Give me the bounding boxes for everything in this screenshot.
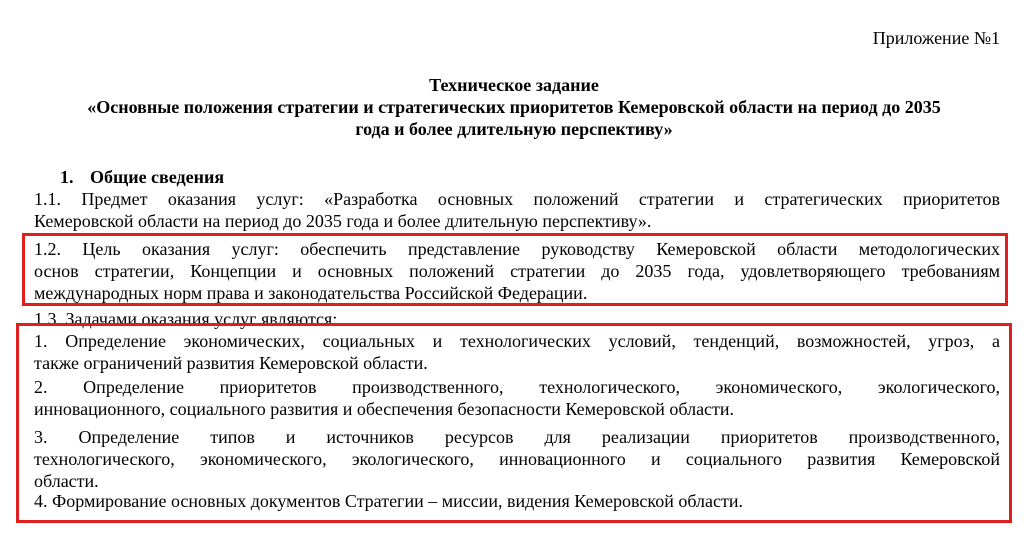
highlight-box-goal: [22, 233, 1008, 306]
section-number: 1.: [60, 167, 74, 187]
paragraph-line: 3. Определение типов и источников ресурсов для реализации приоритетов производственного,: [34, 427, 1000, 447]
title-line-3: года и более длительную перспективу»: [355, 119, 673, 139]
paragraph-line: 1.1. Предмет оказания услуг: «Разработка основных положений стратегии и стратегических приоритетов: [34, 189, 1000, 209]
paragraph-line: области.: [34, 471, 99, 491]
paragraph-line: 1. Определение экономических, социальных и технологических условий, тенденций, возможностей, угроз, а: [34, 331, 1000, 351]
paragraph-line: Кемеровской области на период до 2035 года и более длительную перспективу».: [34, 211, 652, 231]
paragraph-line: 2. Определение приоритетов производственного, технологического, экономического, экологического,: [34, 377, 1000, 397]
paragraph-line: инновационного, социального развития и обеспечения безопасности Кемеровской области.: [34, 399, 735, 419]
paragraph-line: также ограничений развития Кемеровской области.: [34, 353, 428, 373]
highlight-box-tasks: [16, 323, 1012, 523]
section-title: Общие сведения: [90, 167, 225, 187]
paragraph-line: 1.2. Цель оказания услуг: обеспечить представление руководству Кемеровской области методологических: [34, 239, 1000, 259]
paragraph-line: 1.3. Задачами оказания услуг являются:: [34, 309, 338, 329]
document-title: [24, 74, 1004, 140]
appendix-label: Приложение №1: [872, 28, 1000, 48]
paragraph-line: основ стратегии, Концепции и основных положений стратегии до 2035 года, удовлетворяющего требованиям: [34, 261, 1000, 281]
paragraph-1-1: [34, 188, 1000, 232]
paragraph-line: 4. Формирование основных документов Стратегии – миссии, видения Кемеровской области.: [34, 491, 744, 511]
paragraph-line: международных норм права и законодательства Российской Федерации.: [34, 283, 588, 303]
section-heading: [60, 166, 224, 188]
title-line-2: «Основные положения стратегии и стратегических приоритетов Кемеровской области на период до 2035: [87, 97, 941, 117]
paragraph-line: технологического, экономического, экологического, инновационного и социального развития Кемеровской: [34, 449, 1000, 469]
title-line-1: Техническое задание: [429, 75, 599, 95]
